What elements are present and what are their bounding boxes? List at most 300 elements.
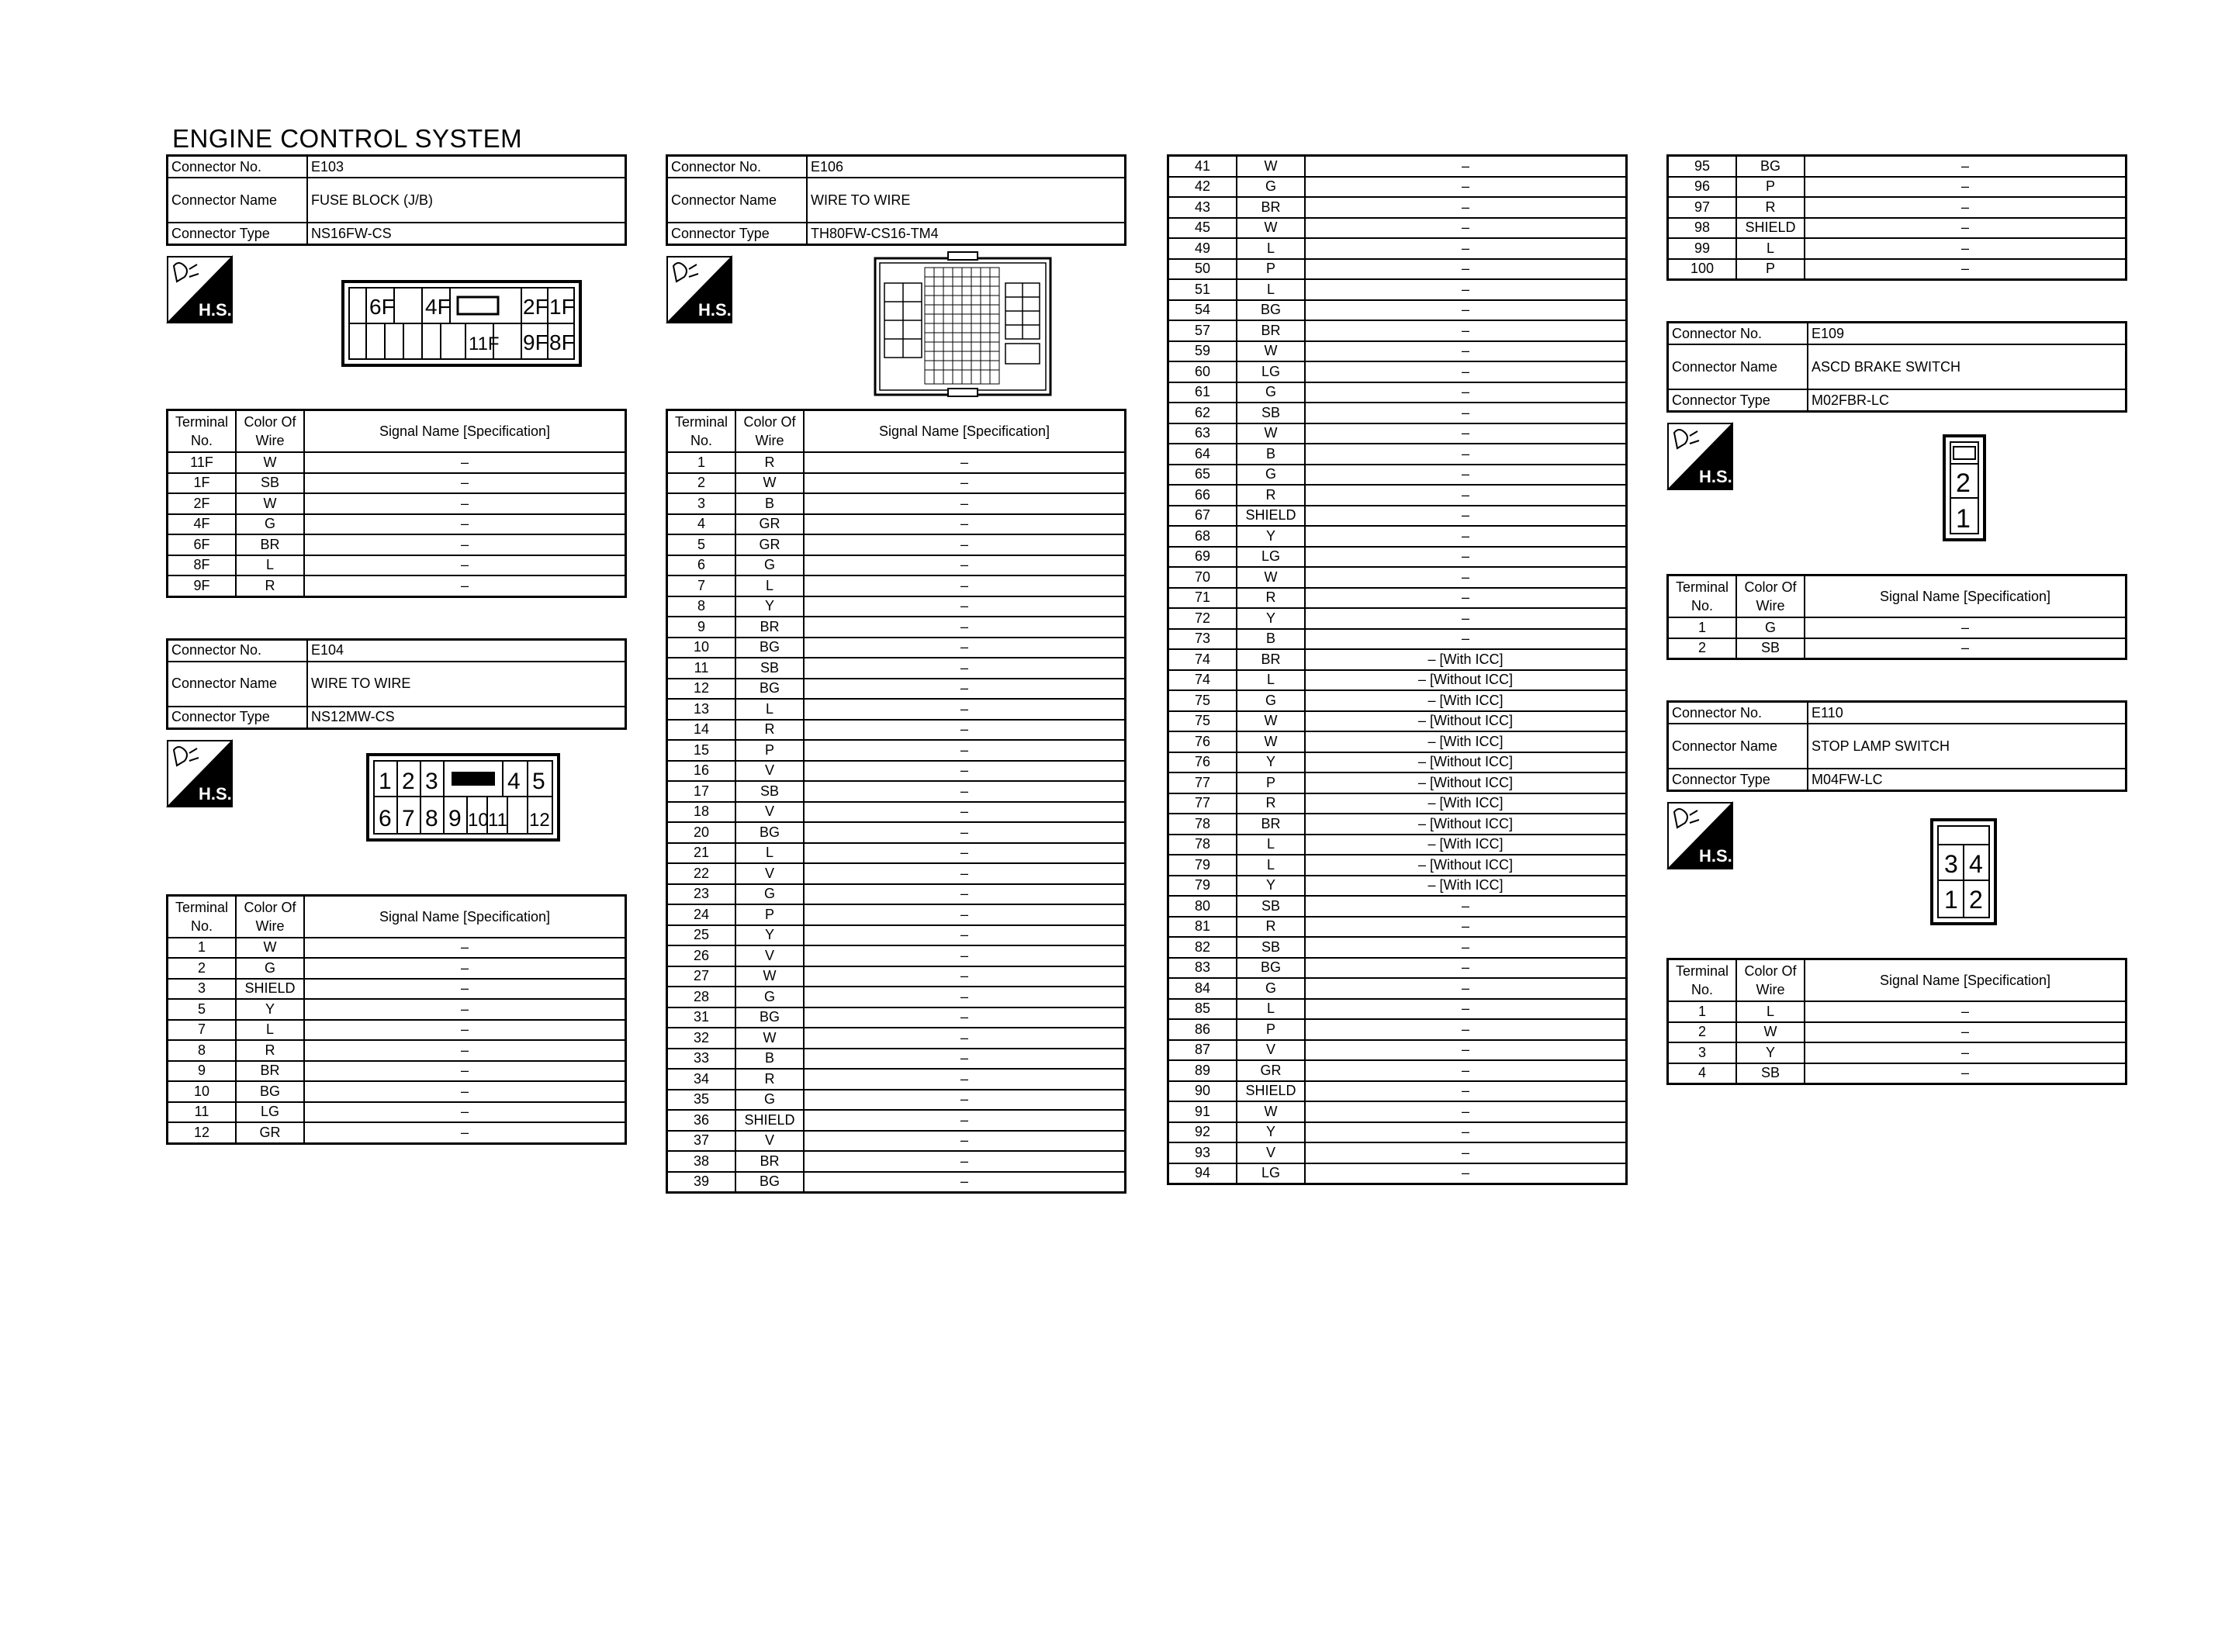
signal-name-cell: – — [804, 596, 1126, 617]
wire-color-cell: BR — [236, 534, 304, 555]
signal-name-cell: – — [1305, 1040, 1627, 1061]
wire-color-cell: G — [735, 555, 804, 576]
table-row — [1168, 1060, 1627, 1081]
terminal-no-cell: 82 — [1168, 937, 1237, 958]
table-row — [667, 1151, 1126, 1172]
signal-name-cell: – — [1805, 238, 2127, 259]
signal-name-cell: – — [1305, 1081, 1627, 1102]
wire-color-cell: BG — [1237, 300, 1305, 321]
signal-name-cell: – — [1305, 917, 1627, 938]
wire-color-cell: BR — [1237, 197, 1305, 218]
terminal-no-cell: 39 — [667, 1172, 736, 1193]
connector-no-label: Connector No. — [667, 156, 808, 178]
table-row — [1168, 1163, 1627, 1184]
signal-name-cell: – — [1305, 958, 1627, 979]
connector-no-label: Connector No. — [168, 639, 308, 662]
pin-1: 1 — [1944, 886, 1958, 914]
connector-face-area-e106 — [666, 246, 1126, 409]
table-row — [1168, 341, 1627, 362]
col-color-header: Color Of Wire — [236, 895, 304, 938]
terminal-no-cell: 60 — [1168, 361, 1237, 382]
terminal-no-cell: 81 — [1168, 917, 1237, 938]
table-row — [1168, 1040, 1627, 1061]
harness-side-icon — [1666, 422, 1733, 490]
terminal-no-cell: 3 — [667, 493, 736, 514]
wire-color-cell: Y — [1237, 752, 1305, 773]
terminal-no-cell: 92 — [1168, 1122, 1237, 1143]
terminal-no-cell: 3 — [1668, 1042, 1737, 1063]
connector-type-value: TH80FW-CS16-TM4 — [807, 223, 1126, 245]
table-row — [1168, 690, 1627, 711]
col-terminal-header: Terminal No. — [168, 410, 237, 453]
terminal-no-cell: 37 — [667, 1131, 736, 1152]
table-row — [667, 534, 1126, 555]
signal-name-cell: – — [804, 740, 1126, 761]
terminal-no-cell: 23 — [667, 884, 736, 905]
terminal-no-cell: 32 — [667, 1028, 736, 1049]
table-row — [667, 617, 1126, 638]
signal-name-cell: – — [804, 638, 1126, 658]
wire-color-cell: P — [1237, 259, 1305, 280]
signal-name-cell: – — [304, 938, 626, 959]
wire-color-cell: GR — [735, 534, 804, 555]
table-row — [667, 761, 1126, 782]
table-row — [1168, 361, 1627, 382]
terminal-no-cell: 12 — [667, 679, 736, 700]
signal-name-cell: – — [804, 1151, 1126, 1172]
pin-2: 2 — [1969, 886, 1983, 914]
column-1 — [166, 154, 627, 1145]
terminal-no-cell: 2F — [168, 493, 237, 514]
connector-no-value: E109 — [1808, 323, 2127, 345]
signal-name-cell: – — [1305, 156, 1627, 177]
terminal-no-cell: 4 — [667, 514, 736, 535]
signal-name-cell: – — [1305, 238, 1627, 259]
wire-color-cell: B — [1237, 444, 1305, 465]
signal-name-cell: – — [1305, 423, 1627, 444]
pin-8f: 8F — [549, 330, 575, 354]
pin-3: 3 — [1944, 850, 1958, 878]
connector-no-value: E106 — [807, 156, 1126, 178]
wire-color-cell: LG — [236, 1102, 304, 1123]
wire-color-cell: W — [1237, 156, 1305, 177]
wire-color-cell: BG — [1736, 156, 1805, 177]
table-row — [667, 904, 1126, 925]
terminal-no-cell: 8 — [168, 1040, 237, 1061]
signal-name-cell: – — [1305, 567, 1627, 588]
connector-face-e104 — [366, 753, 560, 842]
pin-10: 10 — [468, 809, 489, 831]
signal-name-cell: – — [804, 679, 1126, 700]
wire-color-cell: L — [1237, 670, 1305, 691]
pin-11: 11 — [488, 809, 507, 831]
terminal-no-cell: 78 — [1168, 835, 1237, 855]
wire-color-cell: L — [1736, 238, 1805, 259]
connector-no-value: E104 — [307, 639, 626, 662]
wire-color-cell: W — [1237, 731, 1305, 752]
wire-color-cell: G — [236, 514, 304, 535]
table-row — [667, 658, 1126, 679]
signal-name-cell: – — [1305, 259, 1627, 280]
signal-name-cell: – — [804, 925, 1126, 946]
connector-face-e109 — [1943, 434, 1986, 541]
table-row — [667, 1049, 1126, 1070]
terminal-no-cell: 50 — [1168, 259, 1237, 280]
signal-name-cell: – — [1805, 1001, 2127, 1022]
table-row — [1168, 177, 1627, 198]
table-row — [1168, 588, 1627, 609]
connector-type-value: M04FW-LC — [1808, 769, 2127, 791]
terminal-no-cell: 1F — [168, 473, 237, 494]
wire-color-cell: R — [1237, 917, 1305, 938]
connector-type-label: Connector Type — [667, 223, 808, 245]
wire-color-cell: W — [1237, 341, 1305, 362]
wire-color-cell: L — [735, 699, 804, 720]
signal-name-cell: – — [804, 555, 1126, 576]
table-row — [1668, 197, 2127, 218]
terminal-no-cell: 7 — [168, 1020, 237, 1041]
signal-name-cell: – — [1305, 629, 1627, 650]
table-row — [667, 945, 1126, 966]
signal-name-cell: – [Without ICC] — [1305, 772, 1627, 793]
terminal-no-cell: 100 — [1668, 259, 1737, 280]
terminal-no-cell: 38 — [667, 1151, 736, 1172]
terminal-no-cell: 67 — [1168, 506, 1237, 527]
signal-name-cell: – [Without ICC] — [1305, 855, 1627, 876]
hs-badge-text: H.S. — [199, 300, 232, 320]
wire-color-cell: W — [1237, 711, 1305, 732]
terminal-no-cell: 2 — [1668, 638, 1737, 659]
wire-color-cell: B — [735, 1049, 804, 1070]
signal-name-cell: – — [804, 1110, 1126, 1131]
terminal-no-cell: 61 — [1168, 382, 1237, 403]
terminal-no-cell: 1 — [168, 938, 237, 959]
wire-color-cell: BG — [1237, 958, 1305, 979]
signal-name-cell: – — [804, 514, 1126, 535]
terminal-no-cell: 21 — [667, 843, 736, 864]
connector-name-label: Connector Name — [667, 178, 808, 223]
wire-color-cell: R — [1237, 588, 1305, 609]
terminal-no-cell: 12 — [168, 1122, 237, 1143]
signal-name-cell: – — [804, 1049, 1126, 1070]
table-row — [1668, 1022, 2127, 1043]
pin-4f: 4F — [425, 295, 451, 319]
terminal-no-cell: 89 — [1168, 1060, 1237, 1081]
terminal-no-cell: 90 — [1168, 1081, 1237, 1102]
table-row — [168, 1040, 626, 1061]
signal-name-cell: – [With ICC] — [1305, 731, 1627, 752]
connector-info-e106 — [666, 154, 1126, 246]
terminal-no-cell: 87 — [1168, 1040, 1237, 1061]
signal-name-cell: – — [1305, 485, 1627, 506]
wire-color-cell: R — [1237, 485, 1305, 506]
signal-name-cell: – — [304, 1122, 626, 1143]
table-row — [168, 452, 626, 473]
pin-1f: 1F — [549, 295, 575, 319]
pin-4: 4 — [1969, 850, 1983, 878]
connector-type-value: NS16FW-CS — [307, 223, 626, 245]
signal-name-cell: – — [804, 493, 1126, 514]
table-row — [1668, 638, 2127, 659]
connector-name-value: STOP LAMP SWITCH — [1808, 724, 2127, 769]
terminal-no-cell: 9 — [168, 1061, 237, 1082]
signal-name-cell: – — [804, 720, 1126, 741]
wire-color-cell: BG — [735, 1007, 804, 1028]
table-row — [667, 1007, 1126, 1028]
table-row — [667, 781, 1126, 802]
wire-color-cell: W — [236, 452, 304, 473]
table-row — [1168, 526, 1627, 547]
connector-no-label: Connector No. — [1668, 323, 1808, 345]
wire-color-cell: R — [735, 720, 804, 741]
table-row — [667, 596, 1126, 617]
signal-name-cell: – — [1305, 896, 1627, 917]
connector-type-label: Connector Type — [168, 223, 308, 245]
wire-color-cell: P — [1736, 177, 1805, 198]
wire-color-cell: R — [1237, 793, 1305, 814]
signal-name-cell: – — [304, 1061, 626, 1082]
signal-name-cell: – — [804, 904, 1126, 925]
pin-3: 3 — [425, 768, 438, 794]
terminal-no-cell: 26 — [667, 945, 736, 966]
terminal-no-cell: 73 — [1168, 629, 1237, 650]
signal-name-cell: – [With ICC] — [1305, 649, 1627, 670]
table-row — [1168, 1081, 1627, 1102]
signal-name-cell: – — [304, 958, 626, 979]
terminal-no-cell: 9 — [667, 617, 736, 638]
terminal-no-cell: 6 — [667, 555, 736, 576]
signal-name-cell: – — [804, 1007, 1126, 1028]
terminal-no-cell: 2 — [168, 958, 237, 979]
signal-name-cell: – — [1305, 978, 1627, 999]
terminal-no-cell: 99 — [1668, 238, 1737, 259]
table-row — [667, 966, 1126, 987]
table-row — [1168, 978, 1627, 999]
terminal-no-cell: 8F — [168, 555, 237, 576]
wire-color-cell: BR — [735, 1151, 804, 1172]
terminal-no-cell: 31 — [667, 1007, 736, 1028]
signal-name-cell: – — [1305, 1122, 1627, 1143]
terminal-no-cell: 54 — [1168, 300, 1237, 321]
wire-color-cell: L — [1237, 835, 1305, 855]
signal-name-cell: – — [1305, 361, 1627, 382]
wire-color-cell: Y — [236, 999, 304, 1020]
terminal-no-cell: 15 — [667, 740, 736, 761]
signal-name-cell: – [With ICC] — [1305, 690, 1627, 711]
wire-color-cell: G — [1237, 465, 1305, 486]
wire-color-cell: B — [735, 493, 804, 514]
signal-name-cell: – — [1805, 156, 2127, 177]
connector-face-area-e104 — [166, 730, 627, 894]
table-row — [1168, 1122, 1627, 1143]
wire-color-cell: BG — [735, 679, 804, 700]
signal-name-cell: – — [1305, 506, 1627, 527]
pin-2f: 2F — [523, 295, 549, 319]
signal-name-cell: – — [1305, 279, 1627, 300]
terminal-no-cell: 13 — [667, 699, 736, 720]
terminal-no-cell: 8 — [667, 596, 736, 617]
wire-color-cell: BG — [735, 822, 804, 843]
terminal-no-cell: 28 — [667, 987, 736, 1007]
terminal-no-cell: 27 — [667, 966, 736, 987]
signal-name-cell: – — [1305, 320, 1627, 341]
terminal-no-cell: 24 — [667, 904, 736, 925]
connector-name-label: Connector Name — [1668, 344, 1808, 389]
signal-name-cell: – — [1305, 341, 1627, 362]
table-row — [667, 740, 1126, 761]
table-row — [1668, 177, 2127, 198]
terminal-no-cell: 7 — [667, 575, 736, 596]
terminal-no-cell: 11 — [667, 658, 736, 679]
signal-name-cell: – — [804, 1069, 1126, 1090]
terminal-no-cell: 85 — [1168, 999, 1237, 1020]
wire-color-cell: B — [1237, 629, 1305, 650]
terminal-no-cell: 33 — [667, 1049, 736, 1070]
wire-color-cell: Y — [1237, 526, 1305, 547]
terminal-table-e104 — [166, 894, 627, 1145]
table-row — [1168, 937, 1627, 958]
terminal-no-cell: 5 — [667, 534, 736, 555]
pin-1: 1 — [379, 768, 392, 794]
signal-name-cell: – — [804, 1172, 1126, 1193]
signal-name-cell: – [Without ICC] — [1305, 752, 1627, 773]
wire-color-cell: Y — [1237, 608, 1305, 629]
signal-name-cell: – — [1805, 638, 2127, 659]
terminal-table-e106-cont — [1167, 154, 1628, 1185]
table-row — [667, 575, 1126, 596]
terminal-no-cell: 77 — [1168, 772, 1237, 793]
signal-name-cell: – — [1305, 197, 1627, 218]
wire-color-cell: Y — [735, 596, 804, 617]
connector-type-label: Connector Type — [168, 707, 308, 729]
table-row — [168, 1020, 626, 1041]
terminal-no-cell: 36 — [667, 1110, 736, 1131]
connector-info-e110 — [1666, 700, 2127, 792]
connector-no-value: E110 — [1808, 702, 2127, 724]
table-row — [1168, 855, 1627, 876]
signal-name-cell: – — [804, 781, 1126, 802]
signal-name-cell: – — [804, 1090, 1126, 1111]
hs-badge-text: H.S. — [199, 783, 232, 804]
signal-name-cell: – — [304, 534, 626, 555]
terminal-no-cell: 42 — [1168, 177, 1237, 198]
signal-name-cell: – — [1305, 1163, 1627, 1184]
col-color-header: Color Of Wire — [1736, 959, 1805, 1002]
table-row — [1168, 382, 1627, 403]
terminal-no-cell: 41 — [1168, 156, 1237, 177]
connector-type-value: M02FBR-LC — [1808, 389, 2127, 412]
wire-color-cell: G — [1237, 978, 1305, 999]
table-row — [667, 679, 1126, 700]
table-row — [1168, 218, 1627, 239]
terminal-no-cell: 6F — [168, 534, 237, 555]
pin-2: 2 — [402, 768, 415, 794]
table-row — [1668, 1001, 2127, 1022]
signal-name-cell: – — [1305, 937, 1627, 958]
table-row — [1168, 197, 1627, 218]
signal-name-cell: – — [304, 575, 626, 596]
signal-name-cell: – — [804, 822, 1126, 843]
terminal-no-cell: 4 — [1668, 1063, 1737, 1084]
connector-face-area-e110 — [1666, 792, 2127, 958]
signal-name-cell: – [Without ICC] — [1305, 670, 1627, 691]
signal-name-cell: – — [804, 761, 1126, 782]
table-row — [168, 534, 626, 555]
wire-color-cell: SHIELD — [735, 1110, 804, 1131]
table-row — [168, 1102, 626, 1123]
terminal-no-cell: 2 — [1668, 1022, 1737, 1043]
connector-no-value: E103 — [307, 156, 626, 178]
wire-color-cell: L — [1237, 855, 1305, 876]
wire-color-cell: P — [1237, 1019, 1305, 1040]
table-row — [1668, 1042, 2127, 1063]
terminal-no-cell: 76 — [1168, 731, 1237, 752]
table-row — [667, 1110, 1126, 1131]
column-2 — [666, 154, 1126, 1194]
wire-color-cell: GR — [735, 514, 804, 535]
signal-name-cell: – — [804, 575, 1126, 596]
signal-name-cell: – — [804, 966, 1126, 987]
terminal-no-cell: 78 — [1168, 814, 1237, 835]
signal-name-cell: – — [804, 884, 1126, 905]
terminal-no-cell: 49 — [1168, 238, 1237, 259]
table-row — [1668, 238, 2127, 259]
signal-name-cell: – — [1305, 177, 1627, 198]
table-row — [1168, 1019, 1627, 1040]
terminal-no-cell: 34 — [667, 1069, 736, 1090]
table-row — [1668, 617, 2127, 638]
table-row — [1168, 444, 1627, 465]
table-row — [667, 555, 1126, 576]
signal-name-cell: – [With ICC] — [1305, 876, 1627, 897]
terminal-no-cell: 63 — [1168, 423, 1237, 444]
signal-name-cell: – — [804, 987, 1126, 1007]
signal-name-cell: – — [804, 802, 1126, 823]
hs-badge-text: H.S. — [698, 300, 732, 320]
wire-color-cell: G — [1237, 690, 1305, 711]
wire-color-cell: LG — [1237, 547, 1305, 568]
terminal-no-cell: 14 — [667, 720, 736, 741]
wire-color-cell: W — [1237, 423, 1305, 444]
signal-name-cell: – — [1305, 588, 1627, 609]
wire-color-cell: G — [1736, 617, 1805, 638]
wire-color-cell: SB — [1237, 896, 1305, 917]
wire-color-cell: BG — [735, 1172, 804, 1193]
harness-side-icon — [1666, 801, 1733, 869]
terminal-no-cell: 75 — [1168, 711, 1237, 732]
connector-name-value: FUSE BLOCK (J/B) — [307, 178, 626, 223]
harness-side-icon — [166, 255, 233, 323]
table-row — [1168, 752, 1627, 773]
wire-color-cell: G — [735, 987, 804, 1007]
terminal-no-cell: 64 — [1168, 444, 1237, 465]
terminal-no-cell: 96 — [1668, 177, 1737, 198]
signal-name-cell: – — [304, 979, 626, 1000]
table-row — [1168, 670, 1627, 691]
signal-name-cell: – — [1305, 1019, 1627, 1040]
terminal-no-cell: 76 — [1168, 752, 1237, 773]
table-row — [1168, 999, 1627, 1020]
column-4 — [1666, 154, 2127, 1085]
wire-color-cell: G — [236, 958, 304, 979]
signal-name-cell: – — [304, 452, 626, 473]
terminal-no-cell: 35 — [667, 1090, 736, 1111]
table-row — [667, 493, 1126, 514]
wire-color-cell: R — [735, 452, 804, 473]
connector-face-e103 — [341, 280, 582, 367]
wire-color-cell: BG — [236, 1081, 304, 1102]
wire-color-cell: LG — [1237, 1163, 1305, 1184]
